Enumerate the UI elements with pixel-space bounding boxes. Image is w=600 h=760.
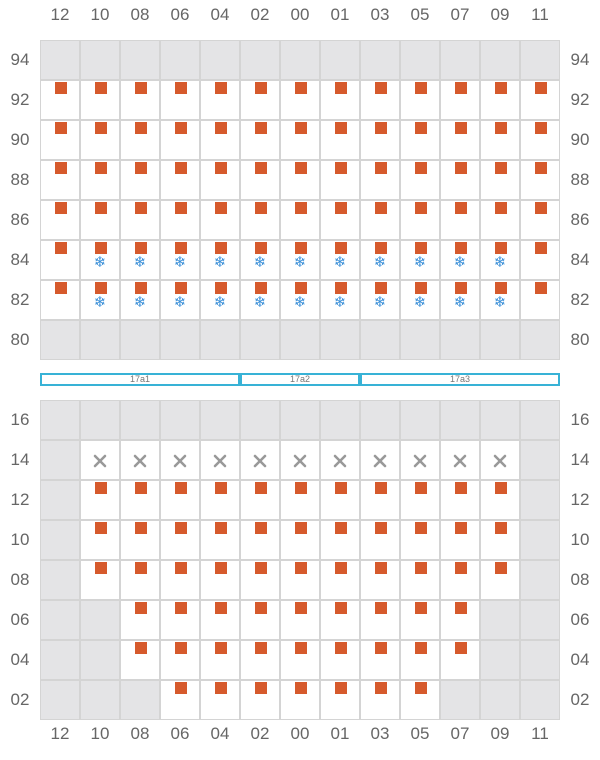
container-box-icon [415,682,427,694]
tier-label-left: 80 [10,330,30,349]
empty-slot [520,560,560,600]
tier-label-right: 12 [570,490,590,509]
container-box-icon [495,122,507,134]
container-box-icon [135,162,147,174]
column-label-bottom: 07 [450,724,470,743]
container-box-icon [95,522,107,534]
container-box-icon [175,642,187,654]
empty-slot [480,600,520,640]
container-box-icon [55,242,67,254]
container-box-icon [415,162,427,174]
column-label-bottom: 01 [330,724,350,743]
container-box-icon [415,122,427,134]
container-box-icon [335,562,347,574]
container-box-icon [255,482,267,494]
snowflake-icon: ❄ [213,253,227,271]
container-box-icon [215,682,227,694]
empty-slot [120,40,160,80]
tier-label-right: 04 [570,650,590,669]
tier-label-left: 04 [10,650,30,669]
container-box-icon [175,522,187,534]
container-box-icon [295,162,307,174]
container-box-icon [415,642,427,654]
container-box-icon [535,162,547,174]
container-box-icon [375,162,387,174]
container-box-icon [375,522,387,534]
cross-icon [372,453,388,469]
column-label-top: 06 [170,5,190,24]
container-box-icon [455,202,467,214]
empty-slot [360,40,400,80]
empty-slot [360,320,400,360]
container-box-icon [335,682,347,694]
empty-slot [120,320,160,360]
column-label-bottom: 09 [490,724,510,743]
container-box-icon [215,202,227,214]
container-box-icon [135,602,147,614]
empty-slot [40,40,80,80]
container-box-icon [255,642,267,654]
container-box-icon [255,202,267,214]
column-label-top: 04 [210,5,230,24]
container-box-icon [55,202,67,214]
container-box-icon [455,82,467,94]
empty-slot [40,400,80,440]
column-label-top: 07 [450,5,470,24]
hatch-cover-label: 17a2 [289,374,311,384]
container-box-icon [255,522,267,534]
snowflake-icon: ❄ [493,253,507,271]
container-box-icon [295,682,307,694]
snowflake-icon: ❄ [333,293,347,311]
container-box-icon [95,82,107,94]
container-box-icon [175,82,187,94]
empty-slot [80,320,120,360]
empty-slot [80,640,120,680]
container-box-icon [415,602,427,614]
container-box-icon [135,642,147,654]
empty-slot [160,320,200,360]
tier-label-left: 94 [10,50,30,69]
container-box-icon [135,562,147,574]
container-box-icon [335,602,347,614]
empty-slot [200,40,240,80]
empty-slot [280,320,320,360]
snowflake-icon: ❄ [453,253,467,271]
container-box-icon [175,202,187,214]
container-box-icon [335,642,347,654]
column-label-top: 00 [290,5,310,24]
container-box-icon [255,82,267,94]
empty-slot [520,600,560,640]
container-box-icon [175,602,187,614]
cross-icon [212,453,228,469]
container-box-icon [135,82,147,94]
snowflake-icon: ❄ [253,293,267,311]
empty-slot [440,400,480,440]
empty-slot [40,680,80,720]
snowflake-icon: ❄ [493,293,507,311]
container-box-icon [375,602,387,614]
tier-label-right: 82 [570,290,590,309]
container-box-icon [455,482,467,494]
container-box-icon [255,602,267,614]
container-box-icon [375,682,387,694]
empty-slot [520,640,560,680]
empty-slot [80,600,120,640]
empty-slot [240,400,280,440]
container-box-icon [535,282,547,294]
container-box-icon [415,562,427,574]
empty-slot [520,480,560,520]
container-box-icon [95,162,107,174]
hatch-cover-17a3[interactable] [360,373,560,386]
tier-label-right: 94 [570,50,590,69]
empty-slot [40,440,80,480]
container-box-icon [175,482,187,494]
container-box-icon [95,482,107,494]
container-box-icon [495,82,507,94]
tier-label-left: 16 [10,410,30,429]
tier-label-left: 06 [10,610,30,629]
container-box-icon [375,642,387,654]
column-label-bottom: 05 [410,724,430,743]
container-box-icon [415,202,427,214]
cross-icon [492,453,508,469]
empty-slot [520,40,560,80]
tier-label-right: 80 [570,330,590,349]
tier-label-left: 14 [10,450,30,469]
empty-slot [240,40,280,80]
container-box-icon [95,122,107,134]
tier-label-left: 10 [10,530,30,549]
container-box-icon [255,562,267,574]
snowflake-icon: ❄ [253,253,267,271]
container-box-icon [535,242,547,254]
tier-label-right: 08 [570,570,590,589]
cross-icon [132,453,148,469]
column-label-top: 12 [50,5,70,24]
container-box-icon [95,202,107,214]
container-box-icon [415,482,427,494]
snowflake-icon: ❄ [293,293,307,311]
column-label-top: 01 [330,5,350,24]
container-box-icon [375,122,387,134]
container-box-icon [135,522,147,534]
tier-label-right: 84 [570,250,590,269]
container-box-icon [255,162,267,174]
empty-slot [480,680,520,720]
empty-slot [40,560,80,600]
snowflake-icon: ❄ [173,293,187,311]
cross-icon [332,453,348,469]
empty-slot [480,320,520,360]
cross-icon [412,453,428,469]
column-label-bottom: 08 [130,724,150,743]
container-box-icon [495,522,507,534]
container-box-icon [55,162,67,174]
container-box-icon [175,162,187,174]
snowflake-icon: ❄ [93,253,107,271]
column-label-top: 08 [130,5,150,24]
container-box-icon [135,122,147,134]
tier-label-right: 02 [570,690,590,709]
empty-slot [160,40,200,80]
container-box-icon [335,482,347,494]
empty-slot [120,680,160,720]
empty-slot [160,400,200,440]
empty-slot [240,320,280,360]
container-box-icon [215,522,227,534]
container-box-icon [375,562,387,574]
empty-slot [480,640,520,680]
container-box-icon [535,202,547,214]
container-box-icon [335,522,347,534]
snowflake-icon: ❄ [173,253,187,271]
column-label-bottom: 02 [250,724,270,743]
empty-slot [400,40,440,80]
container-box-icon [495,562,507,574]
snowflake-icon: ❄ [373,253,387,271]
container-box-icon [215,602,227,614]
column-label-top: 11 [531,5,549,24]
snowflake-icon: ❄ [373,293,387,311]
snowflake-icon: ❄ [453,293,467,311]
container-box-icon [295,602,307,614]
tier-label-left: 92 [10,90,30,109]
snowflake-icon: ❄ [413,253,427,271]
cross-icon [172,453,188,469]
container-box-icon [535,122,547,134]
tier-label-right: 06 [570,610,590,629]
column-label-bottom: 12 [50,724,70,743]
empty-slot [40,600,80,640]
empty-slot [320,320,360,360]
empty-slot [80,40,120,80]
column-label-bottom: 04 [210,724,230,743]
container-box-icon [375,482,387,494]
tier-label-left: 88 [10,170,30,189]
container-box-icon [335,82,347,94]
tier-label-left: 08 [10,570,30,589]
column-label-bottom: 11 [531,724,549,743]
container-box-icon [215,82,227,94]
empty-slot [40,320,80,360]
empty-slot [520,320,560,360]
tier-label-left: 12 [10,490,30,509]
container-box-icon [135,482,147,494]
container-box-icon [215,562,227,574]
empty-slot [400,320,440,360]
container-box-icon [295,562,307,574]
container-box-icon [335,202,347,214]
column-label-top: 05 [410,5,430,24]
container-box-icon [55,122,67,134]
container-box-icon [55,282,67,294]
container-box-icon [415,522,427,534]
column-label-bottom: 03 [370,724,390,743]
container-box-icon [295,122,307,134]
container-box-icon [175,682,187,694]
tier-label-right: 16 [570,410,590,429]
cross-icon [292,453,308,469]
column-label-bottom: 10 [90,724,110,743]
hatch-cover-17a2[interactable] [240,373,360,386]
cross-icon [252,453,268,469]
container-box-icon [375,202,387,214]
tier-label-left: 86 [10,210,30,229]
container-box-icon [495,162,507,174]
container-box-icon [455,562,467,574]
container-box-icon [95,562,107,574]
empty-slot [280,400,320,440]
tier-label-right: 92 [570,90,590,109]
container-box-icon [335,122,347,134]
snowflake-icon: ❄ [93,293,107,311]
empty-slot [520,440,560,480]
snowflake-icon: ❄ [133,293,147,311]
empty-slot [480,400,520,440]
tier-label-right: 14 [570,450,590,469]
empty-slot [120,400,160,440]
cross-icon [92,453,108,469]
container-box-icon [135,202,147,214]
empty-slot [320,40,360,80]
container-box-icon [175,122,187,134]
empty-slot [520,400,560,440]
container-box-icon [495,482,507,494]
container-box-icon [455,522,467,534]
container-box-icon [415,82,427,94]
container-box-icon [455,162,467,174]
container-box-icon [215,162,227,174]
column-label-top: 09 [490,5,510,24]
empty-slot [520,680,560,720]
tier-label-right: 86 [570,210,590,229]
container-box-icon [215,122,227,134]
container-box-icon [55,82,67,94]
snowflake-icon: ❄ [293,253,307,271]
container-box-icon [495,202,507,214]
cross-icon [452,453,468,469]
empty-slot [440,40,480,80]
empty-slot [80,680,120,720]
tier-label-left: 02 [10,690,30,709]
column-label-top: 10 [90,5,110,24]
empty-slot [80,400,120,440]
hatch-cover-label: 17a3 [449,374,471,384]
tier-label-left: 82 [10,290,30,309]
container-box-icon [295,482,307,494]
container-box-icon [375,82,387,94]
column-label-bottom: 00 [290,724,310,743]
hatch-cover-17a1[interactable] [40,373,240,386]
tier-label-right: 88 [570,170,590,189]
container-box-icon [455,642,467,654]
container-box-icon [215,482,227,494]
column-label-top: 03 [370,5,390,24]
container-box-icon [175,562,187,574]
empty-slot [40,640,80,680]
container-box-icon [295,522,307,534]
container-box-icon [295,82,307,94]
snowflake-icon: ❄ [133,253,147,271]
column-label-bottom: 06 [170,724,190,743]
empty-slot [320,400,360,440]
container-box-icon [455,122,467,134]
container-box-icon [455,602,467,614]
empty-slot [40,480,80,520]
empty-slot [200,400,240,440]
container-box-icon [535,82,547,94]
snowflake-icon: ❄ [333,253,347,271]
container-box-icon [215,642,227,654]
tier-label-right: 10 [570,530,590,549]
snowflake-icon: ❄ [413,293,427,311]
container-box-icon [255,122,267,134]
empty-slot [520,520,560,560]
container-box-icon [335,162,347,174]
empty-slot [280,40,320,80]
empty-slot [440,680,480,720]
tier-label-left: 84 [10,250,30,269]
column-label-top: 02 [250,5,270,24]
empty-slot [200,320,240,360]
container-box-icon [295,202,307,214]
container-box-icon [295,642,307,654]
hatch-cover-label: 17a1 [129,374,151,384]
snowflake-icon: ❄ [213,293,227,311]
container-box-icon [255,682,267,694]
empty-slot [360,400,400,440]
tier-label-left: 90 [10,130,30,149]
tier-label-right: 90 [570,130,590,149]
empty-slot [480,40,520,80]
empty-slot [400,400,440,440]
empty-slot [40,520,80,560]
empty-slot [440,320,480,360]
